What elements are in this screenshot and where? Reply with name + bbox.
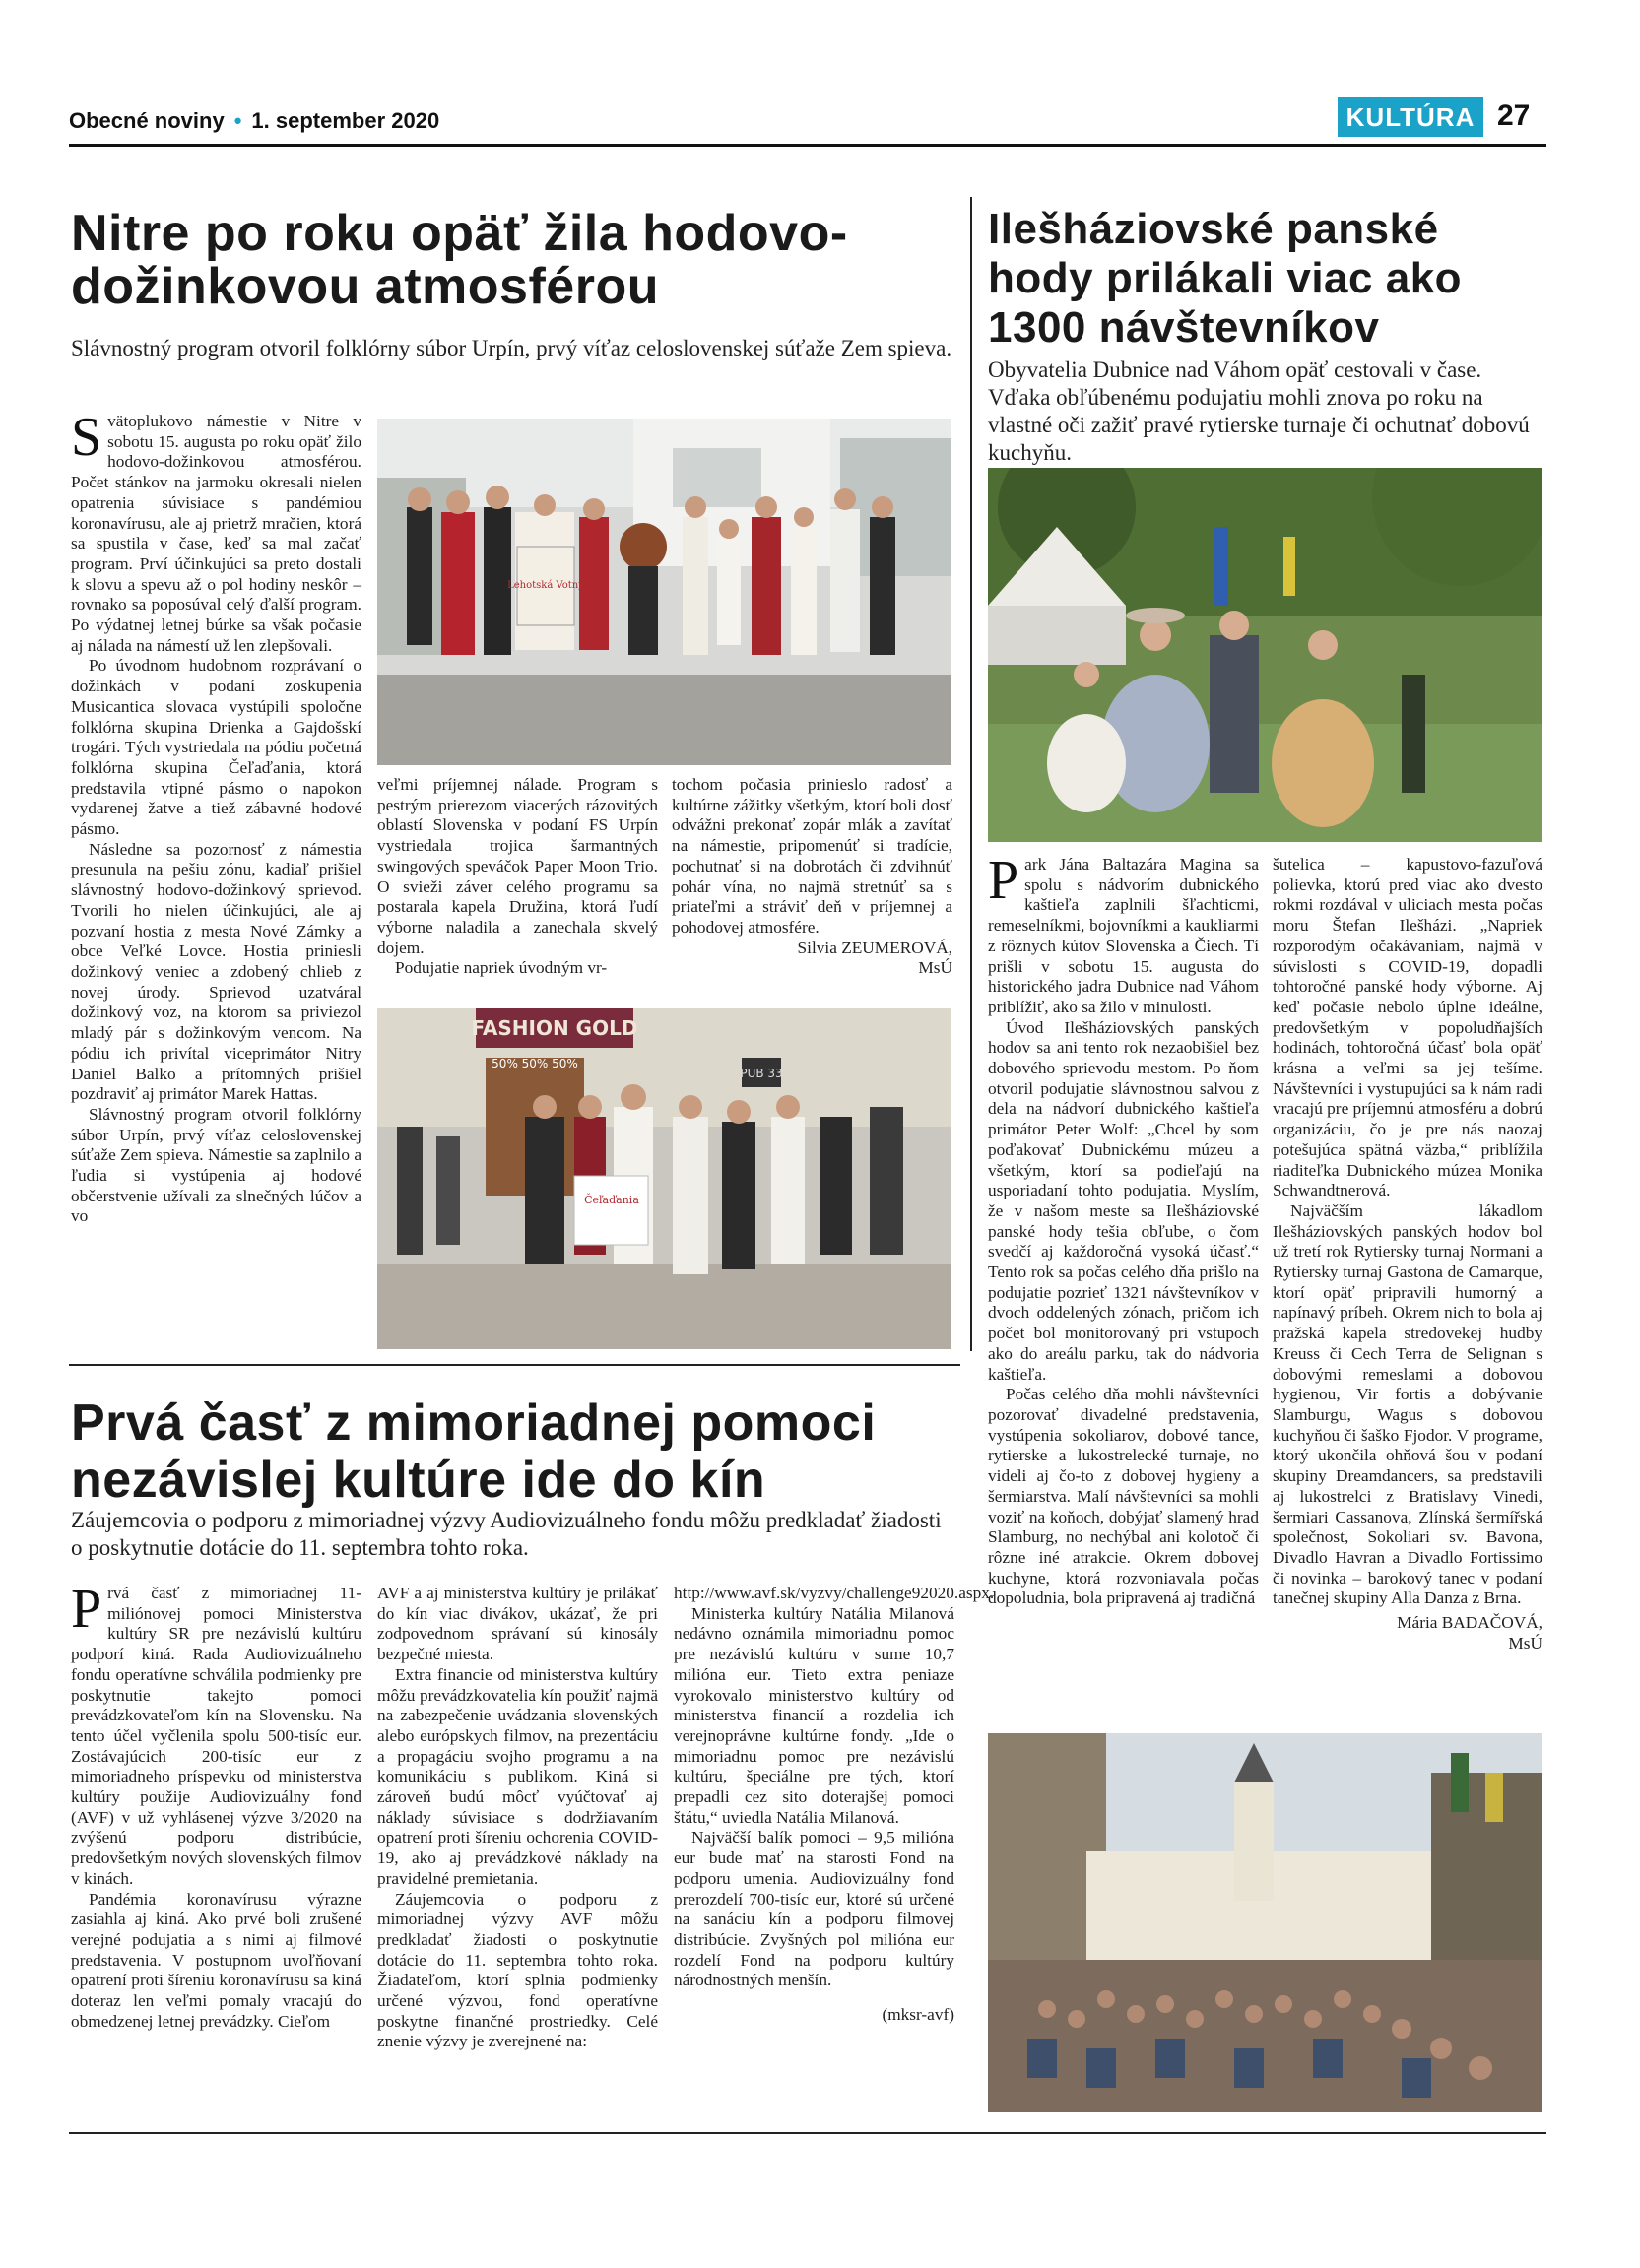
author-org: MsÚ — [1508, 1633, 1542, 1652]
sale-sign-text: 50% 50% 50% — [492, 1057, 578, 1070]
paragraph: Počas celého dňa mohli návštevníci pozorovať divadelné predstavenia, vystúpenia sokoliarov, dobové tance, rytierske a lukostrelecké turnaje, no videli aj čo-to z dobovej hygieny a šermiarstva. Malí návštevníci sa mohli voziť na koňoch, dobýjať slamený hrad Slamburg, no nechýbal ani kolotoč či rôzne iné atrakcie. Okrem dobovej kuchyne, ktorá rozvoniavala počas dopoludnia, bola pripravená aj tradičná — [988, 1385, 1259, 1608]
article2-column-1 — [988, 850, 1259, 1609]
parade-photo — [377, 1008, 951, 1349]
article1-column-3 — [672, 775, 952, 979]
author: Mária BADAČOVÁ, — [1397, 1613, 1542, 1633]
article3-column-2 — [377, 1584, 658, 2052]
masthead — [69, 108, 439, 134]
paragraph: Najväčším lákadlom Ilešháziovských panských hodov bol už tretí rok Rytiersky turnaj Normani a Rytiersky turnaj Gastona de Camarque, ktorí opäť pripravili humorný a napínavý príbeh. Okrem nich to bola aj pražská kapela stredovekej hudby Kreuss či Cech Terra de Selignan s dobovými remeslami a dobovou hygienou, Vir fortis a dobývanie Slamburgu, Wagus s dobovou kuchyňou či šaško Fjodor. V programe, ktorý ukončila ohňová šou v podaní skupiny Dreamdancers, sa predstavili aj lukostrelci z Bratislavy Vinedi, šermiari Cassanova, Zlínská šermířská společnost, Sokoliari sv. Bavona, Divadlo Havran a Divadlo Fortissimo či novinka – barokový tanec v podaní tanečnej skupiny Alla Danza z Brna. — [1273, 1200, 1542, 1608]
article2-title: Ilešháziovské panské hody prilákali viac ako 1300 návštevníkov — [988, 205, 1463, 352]
article1-lead: Slávnostný program otvoril folklórny súbor Urpín, prvý víťaz celoslovenskej súťaže Zem spieva. — [71, 336, 952, 360]
article-divider — [69, 1364, 960, 1366]
dropcap: P — [71, 1579, 102, 1640]
paragraph: Ministerka kultúry Natália Milanová nedávno oznámila mimoriadnu pomoc pre nezávislú kultúru v sume 10,7 milióna eur. Tieto extra peniaze vyrokovalo ministerstvo kultúry od ministerstva financií a rozdelia ich verejnoprávne kultúrne fondy. „Ide o mimoriadnu pomoc pre nezávislú kultúru, špeciálne pre tých, ktorí prepadli cez sito doterajšej pomoci štátu,“ uviedla Natália Milanová. — [674, 1603, 954, 1827]
paragraph: veľmi príjemnej nálade. Program s pestrým prierezom viacerých rázovitých oblastí Slovenska v podaní FS Urpín vystriedala trojica šarmantných swingových speváčok Paper Moon Trio. O svieži záver celého programu sa postarala kapela Družina, ktorá ľudí výborne naladila a zanechala skvelý dojem. — [377, 775, 658, 957]
paragraph: AVF a aj ministerstva kultúry je prilákať do kín viac divákov, ukázať, že pri zodpovednom správaní sú kinosály bezpečné miesta. — [377, 1584, 658, 1664]
article2-lead: Obyvatelia Dubnice nad Váhom opäť cestovali v čase. Vďaka obľúbenému podujatiu mohli znova po roku na vlastné oči zažiť pravé rytierske turnaje či ochutnať dobovú kuchyňu. — [988, 357, 1530, 465]
costume-parade-photo — [988, 468, 1542, 842]
paragraph: vätoplukovo námestie v Nitre v sobotu 15. augusta po roku opäť žilo hodovo-dožinkovou atmosférou. Počet stánkov na jarmoku okresali nielen opatrenia súvisiace s pandémiou koronavírusu, ale aj prietrž mračien, ktorá sa spustila v čase, keď sa mal začať program. Prví účinkujúci sa preto dostali k slovu a spevu až o pol hodiny neskôr – rovnako sa poposúval celý ďalší program. Po výdatnej letnej búrke sa však počasie aj nálada na námestí už len zlepšovali. — [71, 412, 361, 655]
paragraph: Pandémia koronavírusu výrazne zasiahla aj kiná. Ako prvé boli zrušené verejné podujatia a s nimi aj filmové predstavenia. V postupnom uvoľňovaní opatrení proti šíreniu koronavírusu sa kiná doteraz len veľmi pomaly vracajú do obmedzenej letnej prevádzky. Cieľom — [71, 1889, 361, 2031]
header-rule — [69, 144, 1546, 147]
paragraph: ark Jána Baltazára Magina sa spolu s nádvorím dubnického kaštieľa zaplnili šľachticmi, remeselníkmi, bojovníkmi a kaukliarmi z rôznych kútov Slovenska a Čiech. Tí prišli v sobotu 15. augusta do historického jadra Dubnice nad Váhom priblížiť, ako sa žilo v minulosti. — [988, 855, 1259, 1016]
author: (mksr-avf) — [882, 2005, 954, 2025]
paper-name: Obecné noviny — [69, 108, 225, 133]
dropcap: S — [71, 407, 102, 468]
paragraph: Následne sa pozornosť z námestia presunula na pešiu zónu, kadiaľ prišiel slávnostný hodovo-dožinkový sprievod. Tvorili ho nielen účinkujúci, ale aj pozvaní hostia z mesta Nové Zámky a obce Veľké Lovce. Hostia priniesli dožinkový veniec a zdobený chlieb z novej úrody. Sprievod uzatváral dožinkový voz, na ktorom sa priviezol mladý pár s dožinkovým vencom. Na pódiu ich privítal viceprimátor Nitry Daniel Balko a prítomných prišiel pozdraviť aj primátor Marek Hattas. — [71, 839, 361, 1104]
castle-courtyard-photo — [988, 1733, 1542, 2112]
paragraph: Slávnostný program otvoril folklórny súbor Urpín, prvý víťaz celoslovenskej súťaže Zem spieva. Námestie sa zaplnilo a ľudia si vystúpenia aj hodové občerstvenie užívali za slnečných lúčov a vo — [71, 1104, 361, 1226]
paragraph: Najväčší balík pomoci – 9,5 milióna eur bude mať na starosti Fond na podporu umenia. Audiovizuálny fond prerozdelí 700-tisíc eur, ktoré sú určené na sanáciu kín a podporu filmovej distribúcie. Zvyšných pol milióna eur rozdelí Fond na podporu kultúry národnostných menšín. — [674, 1828, 954, 1990]
issue-date: 1. september 2020 — [251, 108, 440, 133]
separator-dot: • — [233, 108, 242, 133]
section-tag: KULTÚRA — [1338, 97, 1483, 137]
paragraph: tochom počasia prinieslo radosť a kultúrne zážitky všetkým, ktorí boli dosť odvážni prekonať zopár mlák a zavítať na námestie, pripomenúť si tradície, pochutnať si na dobrotách či zdvihnúť pohár vína, no najmä stretnúť sa s priateľmi a stráviť deň v príjemnej a pohodovej atmosfére. — [672, 775, 952, 937]
article3-lead: Záujemcovia o podporu z mimoriadnej výzvy Audiovizuálneho fondu môžu predkladať žiadosti o poskytnutie dotácie do 11. septembra tohto roka. — [71, 1508, 942, 1560]
pub-sign-text: PUB 33 — [740, 1067, 783, 1080]
article2-column-2 — [1273, 855, 1542, 1653]
paragraph: rvá časť z mimoriadnej 11-miliónovej pomoci Ministerstva kultúry SR pre nezávislú kultúru podporí kiná. Rada Audiovizuálneho fondu operatívne schválila podmienky pre poskytnutie takejto pomoci prevádzkovateľom kín na Slovensku. Na tento účel vyčlenila spolu 500-tisíc eur. Zostávajúcich 200-tisíc eur z mimoriadneho príspevku od ministerstva kultúry použije Audiovizuálny fond (AVF) v už vyhlásenej výzve 3/2020 na zvýšenú podporu distribúcie, predovšetkým nových slovenských filmov v kinách. — [71, 1584, 361, 1888]
shop-sign-text: FASHION GOLD — [471, 1016, 638, 1040]
author: Silvia ZEUMEROVÁ, — [797, 938, 952, 957]
paragraph: Extra financie od ministerstva kultúry môžu prevádzkovatelia kín použiť najmä na zabezpečenie uvádzania slovenských alebo európskych filmov, na prezentáciu a propagáciu svojho programu a na komunikáciu s publikom. Kiná si zároveň budú môcť vyúčtovať aj náklady súvisiace s dodržiavaním opatrení proti šíreniu ochorenia COVID-19, ako aj prevádzkové náklady na pravidelné premietania. — [377, 1664, 658, 1888]
article1-column-1 — [71, 407, 361, 1227]
article3-title: Prvá časť z mimoriadnej pomoci nezávislej kultúre ide do kín — [71, 1394, 877, 1509]
folk-group-photo — [377, 419, 951, 765]
link-text[interactable]: http://www.avf.sk/vyzvy/challenge92020.aspx. — [674, 1584, 995, 1602]
column-divider — [970, 197, 972, 1351]
paragraph: šutelica – kapustovo-fazuľová polievka, ktorú pred viac ako dvesto rokmi rozdával v uliciach mesta počas moru Štefan Ilešházi. „Napriek rozporodým očakávaniam, najmä v súvislosti s COVID-19, dopadli tohtoročné panské hody výborne. Aj keď počasie nebolo úplne ideálne, predovšetkým v popoludňajších hodinách, tohtoročná účasť bola opäť krásna a veľmi sa jej tešíme. Návštevníci i vystupujúci sa k nám radi vracajú pre príjemnú atmosféru a dobrú organizáciu, čo je pre nás naozaj potešujúca spätná väzba,“ priblížila riaditeľka Dubnického múzea Monika Schwandtnerová. — [1273, 855, 1542, 1200]
paragraph: Po úvodnom hudobnom rozprávaní o dožinkách v podaní zoskupenia Musicantica slovaca vystúpili spoločne folklórna skupina Drienka a Gajdošskí trogári. Tých vystriedala na pódiu početná folklórna skupina Čeľaďania, ktorá predstavila vtipné pásmo o napokon vydarenej žatve a tiež zábavné hodové pásmo. — [71, 656, 361, 839]
author-org: MsÚ — [918, 958, 952, 978]
article1-title: Nitre po roku opäť žila hodovo-dožinkovou atmosférou — [71, 205, 848, 315]
article3-column-1 — [71, 1579, 361, 2032]
footer-rule — [69, 2132, 1546, 2134]
banner-text: Čeľaďania — [584, 1194, 639, 1206]
page-number: 27 — [1497, 99, 1531, 132]
paragraph: Úvod Ilešháziovských panských hodov sa ani tento rok nezaobišiel bez dobového sprievodu mestom. Po ňom otvoril podujatie slávnostnou salvou z dela na nádvorí dubnického kaštieľa primátor Peter Wolf: „Chcel by som poďakovať Dubnickému múzeu a všetkým, ktorí sa podieľajú na usporiadaní tohto podujatia. Myslím, že v našom meste sa Ilešháziovské panské hody tešia obľube, o čom svedčí aj každoročná vysoká účasť.“ Tento rok sa počas celého dňa prišlo na podujatie pozrieť 1321 návštevníkov v dvoch oddelených zónach, pričom ich počet bol monitorovaný pri vstupoch ako do areálu parku, tak do nádvoria kaštieľa. — [988, 1017, 1259, 1384]
article1-column-2 — [377, 775, 658, 979]
paragraph: Podujatie napriek úvodným vr- — [395, 958, 608, 978]
paragraph: Záujemcovia o podporu z mimoriadnej výzvy AVF môžu predkladať žiadosti o poskytnutie dotácie do 11. septembra tohto roka. Žiadateľom, ktorí splnia podmienky určené výzvou, fond operatívne poskytne finančné prostriedky. Celé znenie výzvy je zverejnené na: — [377, 1889, 658, 2051]
article3-column-3 — [674, 1584, 995, 2026]
dropcap: P — [988, 850, 1019, 911]
photo-banner-text: Lehotská Votny — [507, 580, 584, 591]
